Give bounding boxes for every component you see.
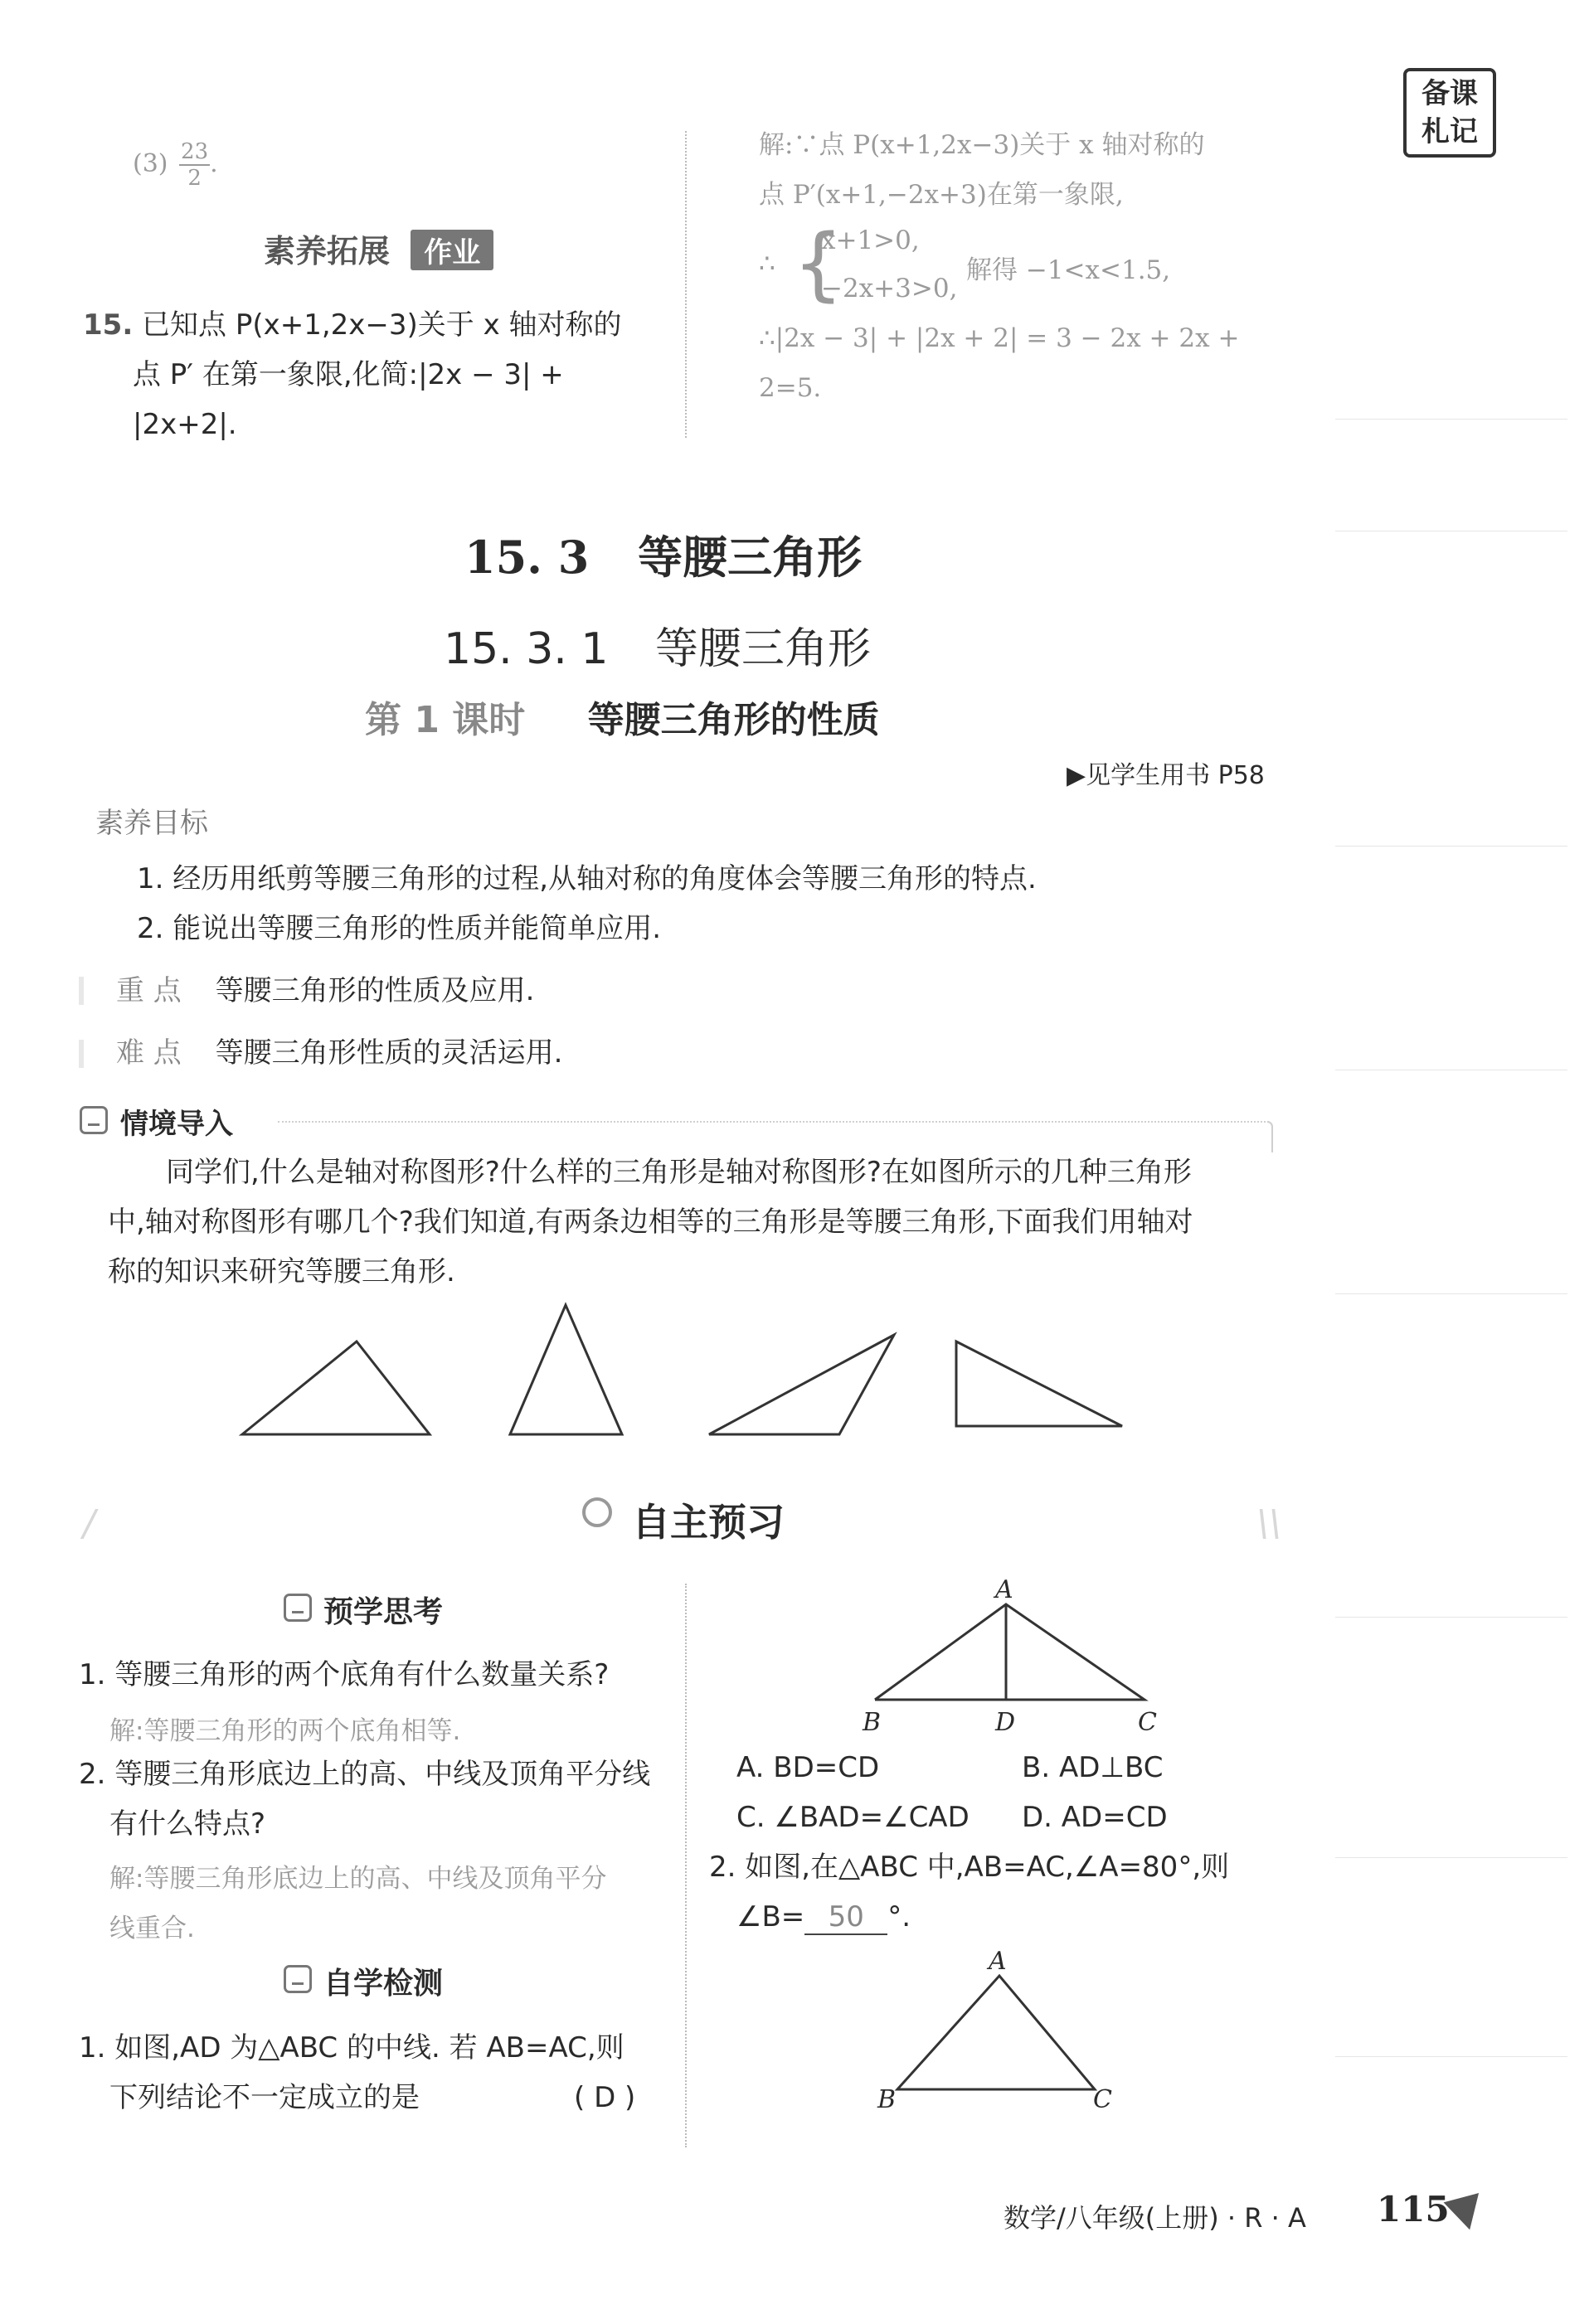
scene-icon bbox=[80, 1106, 108, 1134]
think-a2-line1: 解:等腰三角形底边上的高、中线及顶角平分 bbox=[109, 1864, 607, 1894]
check-q1-answer: ( D ) bbox=[574, 2081, 636, 2114]
think-title: 预学思考 bbox=[323, 1595, 444, 1629]
section-heading bbox=[264, 226, 493, 271]
system-result: 解得 −1<x<1.5, bbox=[966, 255, 1171, 285]
lesson-number: 第 1 课时 bbox=[365, 699, 526, 741]
prev-answer bbox=[133, 139, 218, 191]
solution-line1: 解:∵点 P(x+1,2x−3)关于 x 轴对称的 bbox=[759, 130, 1205, 160]
intro-triangles-figure bbox=[232, 1293, 1128, 1443]
right-q2-prefix: ∠B= bbox=[736, 1900, 805, 1933]
question-15 bbox=[83, 300, 622, 350]
system-line2: −2x+3>0, bbox=[821, 274, 958, 303]
prev-answer-numerator: 23 bbox=[181, 139, 209, 164]
intro-line3: 称的知识来研究等腰三角形. bbox=[108, 1255, 455, 1288]
difficult-point bbox=[116, 1028, 562, 1078]
key-point-label: 重 点 bbox=[116, 974, 182, 1007]
page-number: 115 bbox=[1377, 2189, 1450, 2229]
right-q2-line2 bbox=[736, 1892, 911, 1942]
triangle-4 bbox=[956, 1342, 1122, 1426]
goal-item-1: 1. 经历用纸剪等腰三角形的过程,从轴对称的角度体会等腰三角形的特点. bbox=[137, 862, 1037, 895]
intro-title: 情境导入 bbox=[120, 1108, 233, 1141]
lesson-heading bbox=[365, 690, 880, 743]
fig2-label-B: B bbox=[877, 2085, 897, 2114]
think-a1: 解:等腰三角形的两个底角相等. bbox=[109, 1716, 461, 1746]
think-a2-line2: 线重合. bbox=[109, 1914, 195, 1943]
check-q1-line2: 下列结论不一定成立的是 bbox=[109, 2081, 420, 2114]
heading-15-3-1 bbox=[444, 614, 871, 676]
difficult-point-label: 难 点 bbox=[116, 1036, 182, 1070]
option-a: A. BD=CD bbox=[736, 1751, 880, 1784]
intro-line2: 中,轴对称图形有哪几个?我们知道,有两条边相等的三角形是等腰三角形,下面我们用轴对 bbox=[108, 1206, 1193, 1239]
banner-left-slash: / bbox=[83, 1502, 95, 1545]
goals-title: 素养目标 bbox=[95, 807, 208, 840]
triangle-1 bbox=[242, 1342, 430, 1434]
key-point bbox=[116, 966, 534, 1016]
notes-badge-line1: 备课 bbox=[1421, 77, 1478, 110]
heading-15-3-text: 等腰三角形 bbox=[638, 531, 863, 584]
fig1-label-D: D bbox=[995, 1708, 1016, 1737]
right-q2-answer: 50 bbox=[804, 1900, 887, 1935]
check-title: 自学检测 bbox=[323, 1967, 444, 2001]
question-15-line2: 点 P′ 在第一象限,化简:|2x − 3| + bbox=[133, 358, 564, 391]
banner-right-slash: \\ bbox=[1256, 1502, 1281, 1545]
prev-answer-denominator: 2 bbox=[187, 166, 202, 191]
fig1-label-A: A bbox=[995, 1575, 1013, 1604]
option-d: D. AD=CD bbox=[1022, 1801, 1168, 1834]
heading-15-3 bbox=[464, 522, 862, 586]
prev-answer-tail: . bbox=[210, 149, 218, 178]
system-brace: { bbox=[793, 217, 844, 310]
section-title: 素养拓展 bbox=[264, 233, 391, 269]
footer-book-info: 数学/八年级(上册) · R · A bbox=[1004, 2202, 1306, 2234]
page-corner-icon bbox=[1444, 2193, 1488, 2234]
notes-badge-line2: 札记 bbox=[1421, 115, 1478, 148]
system-line1: x+1>0, bbox=[821, 226, 920, 255]
section-badge: 作业 bbox=[411, 230, 493, 270]
right-q2-line1: 2. 如图,在△ABC 中,AB=AC,∠A=80°,则 bbox=[709, 1851, 1230, 1884]
think-q2-line1: 2. 等腰三角形底边上的高、中线及顶角平分线 bbox=[79, 1758, 651, 1791]
key-point-text: 等腰三角形的性质及应用. bbox=[215, 974, 535, 1007]
fig2-label-C: C bbox=[1093, 2085, 1112, 2114]
notes-badge bbox=[1403, 68, 1496, 158]
lesson-title: 等腰三角形的性质 bbox=[587, 699, 880, 741]
preview-icon bbox=[582, 1497, 612, 1527]
solution-line2: 点 P′(x+1,−2x+3)在第一象限, bbox=[759, 180, 1124, 210]
prev-answer-label: (3) bbox=[133, 149, 168, 178]
right-q2-suffix: °. bbox=[887, 1900, 911, 1933]
heading-15-3-num: 15. 3 bbox=[464, 531, 590, 584]
option-b: B. AD⊥BC bbox=[1022, 1751, 1164, 1784]
think-icon bbox=[284, 1594, 312, 1622]
check-icon bbox=[284, 1965, 312, 1993]
solution-line5: 2=5. bbox=[759, 373, 822, 403]
triangle-2 bbox=[510, 1305, 622, 1434]
fig1-label-C: C bbox=[1138, 1708, 1157, 1737]
check-q1-line1: 1. 如图,AD 为△ABC 的中线. 若 AB=AC,则 bbox=[79, 2031, 624, 2064]
therefore-symbol: ∴ bbox=[759, 249, 775, 279]
option-c: C. ∠BAD=∠CAD bbox=[736, 1801, 970, 1834]
heading-15-3-1-text: 等腰三角形 bbox=[654, 624, 871, 674]
difficult-point-text: 等腰三角形性质的灵活运用. bbox=[215, 1036, 563, 1070]
fig1-label-B: B bbox=[863, 1708, 882, 1737]
think-q2-line2: 有什么特点? bbox=[109, 1807, 266, 1841]
heading-15-3-1-num: 15. 3. 1 bbox=[444, 624, 609, 674]
preview-title: 自主预习 bbox=[632, 1500, 785, 1545]
question-15-line1: 已知点 P(x+1,2x−3)关于 x 轴对称的 bbox=[142, 308, 622, 342]
arrow-right-icon: ▶ bbox=[1067, 761, 1086, 790]
goal-item-2: 2. 能说出等腰三角形的性质并能简单应用. bbox=[137, 912, 662, 945]
figure-1-triangle-abc bbox=[863, 1579, 1169, 1745]
question-number: 15. bbox=[83, 308, 134, 342]
reference-link bbox=[1067, 754, 1265, 791]
intro-line1: 同学们,什么是轴对称图形?什么样的三角形是轴对称图形?在如图所示的几种三角形 bbox=[166, 1156, 1192, 1189]
question-15-line3: |2x+2|. bbox=[133, 408, 237, 441]
triangle-3 bbox=[709, 1335, 894, 1434]
reference-text: 见学生用书 P58 bbox=[1086, 761, 1265, 790]
fig2-label-A: A bbox=[989, 1947, 1007, 1976]
figure-2-triangle-abc bbox=[887, 1965, 1103, 2114]
think-q1: 1. 等腰三角形的两个底角有什么数量关系? bbox=[79, 1658, 610, 1691]
solution-line4: ∴|2x − 3| + |2x + 2| = 3 − 2x + 2x + bbox=[759, 323, 1240, 353]
